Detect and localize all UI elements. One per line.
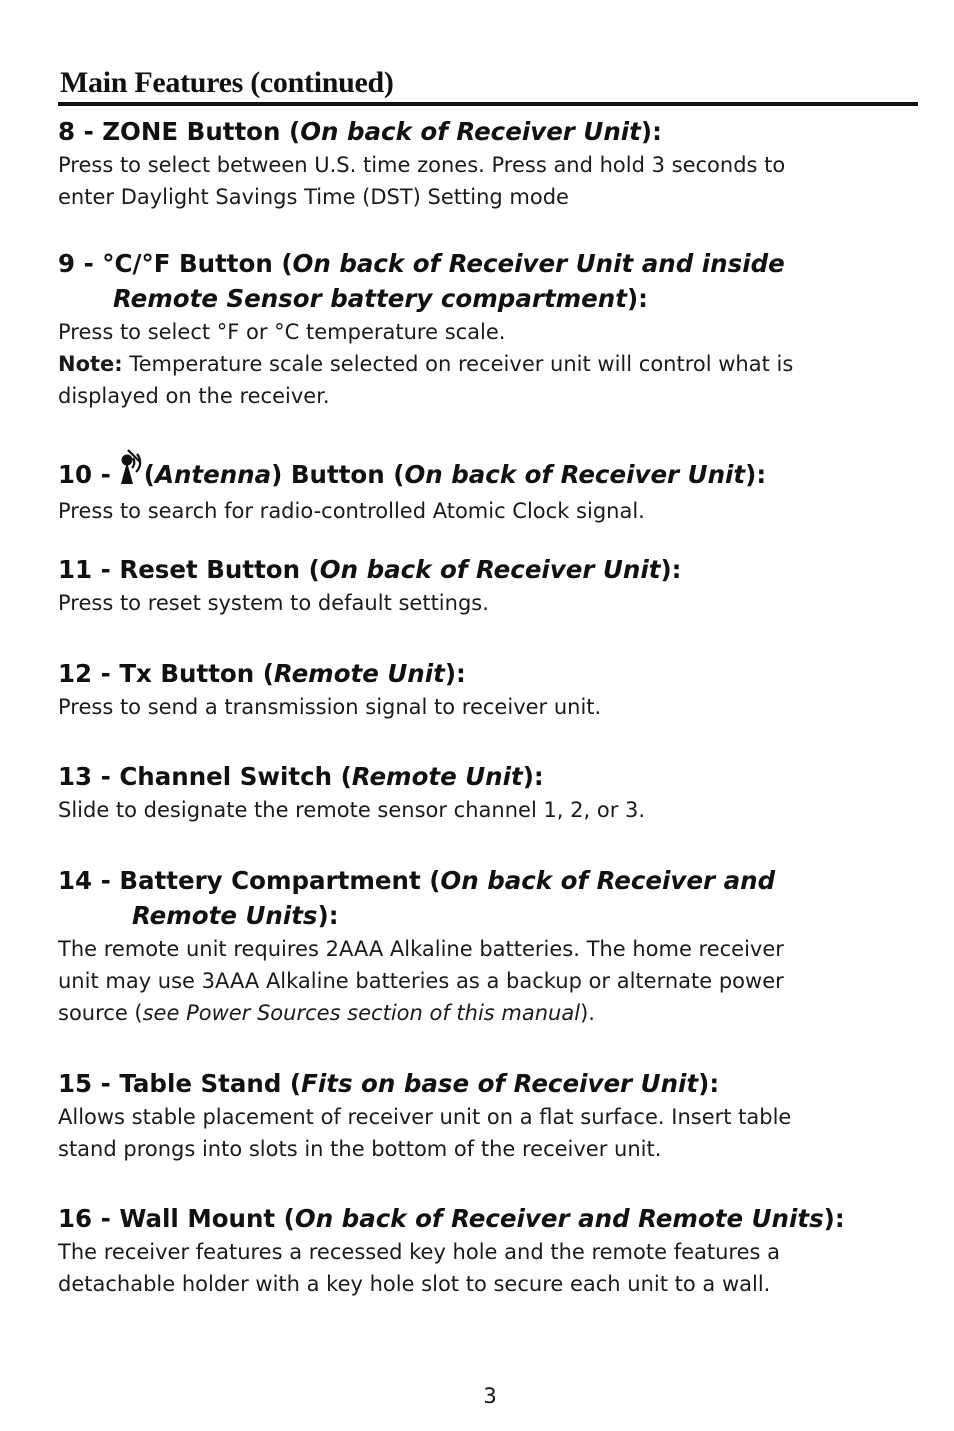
section-text: stand prongs into slots in the bottom of the receiver unit. <box>58 1137 662 1161</box>
section-text: Press to select °F or °C temperature scale. <box>58 320 506 344</box>
section-tx-button <box>58 656 928 723</box>
section-text: Press to send a transmission signal to receiver unit. <box>58 695 602 719</box>
section-text: The receiver features a recessed key hole and the remote features a <box>58 1240 780 1264</box>
section-text: Slide to designate the remote sensor channel 1, 2, or 3. <box>58 798 646 822</box>
section-text: displayed on the receiver. <box>58 384 330 408</box>
section-note: Note: Temperature scale selected on receiver unit will control what is <box>58 352 794 376</box>
section-heading: 14 - Battery Compartment (On back of Receiver and <box>58 866 776 895</box>
section-zone-button <box>58 114 928 213</box>
section-heading: 8 - ZONE Button (On back of Receiver Unit): <box>58 117 662 146</box>
section-heading: 10 - (Antenna) Button (On back of Receiver Unit): <box>58 448 928 495</box>
page-title: Main Features (continued) <box>60 66 394 99</box>
section-heading: 11 - Reset Button (On back of Receiver Unit): <box>58 555 682 584</box>
section-text: source (see Power Sources section of this manual). <box>58 1001 595 1025</box>
section-temp-button <box>58 246 928 412</box>
section-heading: 12 - Tx Button (Remote Unit): <box>58 659 466 688</box>
antenna-icon <box>113 448 143 495</box>
section-text: Press to search for radio-controlled Atomic Clock signal. <box>58 499 645 523</box>
section-reset-button <box>58 552 928 619</box>
section-heading-cont: Remote Units): <box>132 901 339 930</box>
section-text: enter Daylight Savings Time (DST) Setting mode <box>58 185 569 209</box>
section-heading-cont: Remote Sensor battery compartment): <box>113 284 648 313</box>
section-text: Press to reset system to default settings. <box>58 591 489 615</box>
page-number: 3 <box>483 1384 497 1408</box>
section-text: detachable holder with a key hole slot to secure each unit to a wall. <box>58 1272 771 1296</box>
section-text: The remote unit requires 2AAA Alkaline batteries. The home receiver <box>58 937 784 961</box>
section-heading: 9 - °C/°F Button (On back of Receiver Unit and inside <box>58 249 785 278</box>
note-label: Note: <box>58 352 123 376</box>
section-text: Press to select between U.S. time zones. Press and hold 3 seconds to <box>58 153 786 177</box>
section-text: Allows stable placement of receiver unit on a flat surface. Insert table <box>58 1105 792 1129</box>
section-antenna-button <box>58 448 928 527</box>
section-wall-mount <box>58 1201 928 1300</box>
title-underline <box>58 102 918 106</box>
section-table-stand <box>58 1066 928 1165</box>
section-heading: 13 - Channel Switch (Remote Unit): <box>58 762 544 791</box>
section-channel-switch <box>58 759 928 826</box>
section-heading: 16 - Wall Mount (On back of Receiver and Remote Units): <box>58 1204 845 1233</box>
section-text: unit may use 3AAA Alkaline batteries as a backup or alternate power <box>58 969 784 993</box>
section-heading: 15 - Table Stand (Fits on base of Receiver Unit): <box>58 1069 720 1098</box>
section-battery-compartment <box>58 863 928 1029</box>
